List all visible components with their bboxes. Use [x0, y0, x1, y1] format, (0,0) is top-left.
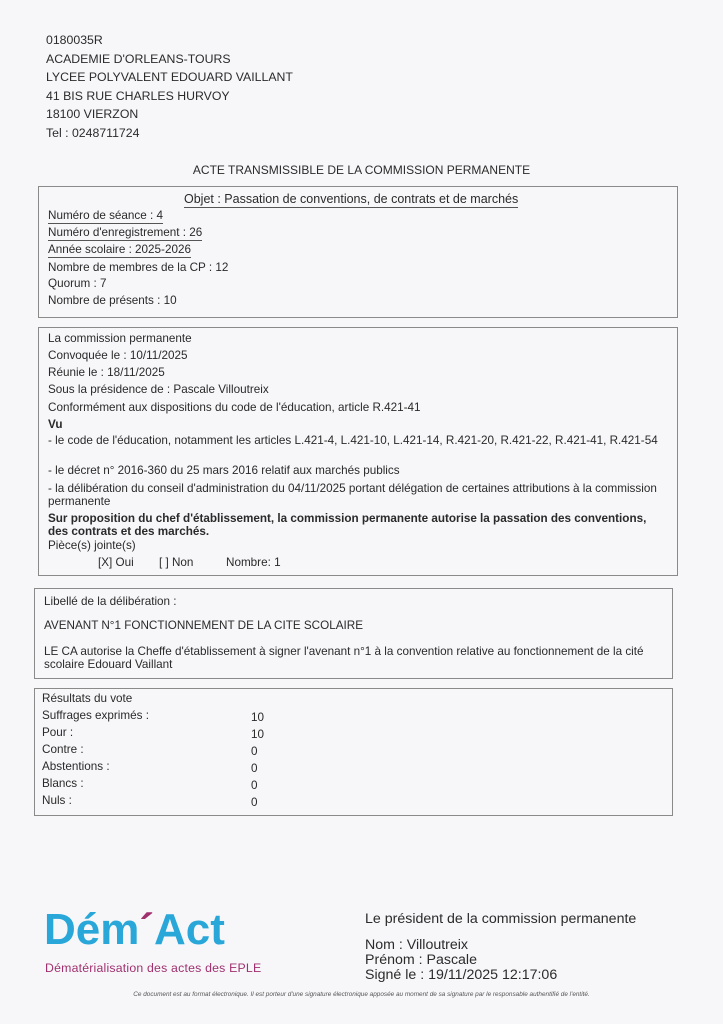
session-info-box — [38, 186, 678, 318]
header-city: 18100 VIERZON — [46, 107, 139, 121]
logo-subtitle: Dématérialisation des actes des EPLE — [45, 961, 262, 975]
proposition-text: Sur proposition du chef d'établissement, la commission permanente autorise la passation des conventions, des contrats et des marchés. — [48, 512, 647, 538]
document-title: ACTE TRANSMISSIBLE DE LA COMMISSION PERMANENTE — [192, 163, 531, 177]
quorum: Quorum : 7 — [48, 277, 107, 290]
header-phone: Tel : 0248711724 — [46, 125, 140, 140]
vu-item-deliberation-ca: - la délibération du conseil d'administration du 04/11/2025 portant délégation de certaines attributions à la commission permanente — [48, 482, 657, 508]
pieces-jointes-non: [ ] Non — [159, 556, 194, 569]
annee-scolaire: Année scolaire : 2025-2026 — [48, 243, 191, 256]
nombre-presents: Nombre de présents : 10 — [48, 294, 177, 307]
vote-value-abstentions: 0 — [251, 762, 258, 775]
vote-results-title: Résultats du vote — [42, 692, 133, 705]
commission-intro: La commission permanente — [48, 332, 192, 345]
vote-label-pour: Pour : — [42, 726, 74, 739]
header-lycee: LYCEE POLYVALENT EDOUARD VAILLANT — [46, 70, 293, 84]
vote-value-blancs: 0 — [251, 779, 258, 792]
vote-label-blancs: Blancs : — [42, 777, 84, 790]
header-academie: ACADEMIE D'ORLEANS-TOURS — [46, 51, 231, 66]
numero-seance: Numéro de séance : 4 — [48, 209, 163, 222]
vote-value-pour: 10 — [251, 728, 265, 741]
logo-text-act: Act — [154, 905, 225, 954]
reunie-date: Réunie le : 18/11/2025 — [48, 366, 165, 379]
deliberation-title: AVENANT N°1 FONCTIONNEMENT DE LA CITE SCOLAIRE — [44, 619, 363, 632]
conformement: Conformément aux dispositions du code de l'éducation, article R.421-41 — [48, 401, 421, 414]
deliberation-text: LE CA autorise la Cheffe d'établissement à signer l'avenant n°1 à la convention relative au fonctionnement de la cité scolaire Edouard Vaillant — [44, 645, 644, 671]
vote-label-suffrages: Suffrages exprimés : — [42, 709, 149, 722]
objet-heading: Objet : Passation de conventions, de contrats et de marchés — [184, 192, 519, 206]
vote-label-abstentions: Abstentions : — [42, 760, 110, 773]
logo-text-dem: Dém — [44, 905, 140, 954]
establishment-header — [46, 31, 293, 142]
vote-value-suffrages: 10 — [251, 711, 265, 724]
membres-cp: Nombre de membres de la CP : 12 — [48, 261, 229, 274]
presidence: Sous la présidence de : Pascale Villoutreix — [48, 383, 269, 396]
commission-box — [38, 327, 678, 576]
deliberation-label: Libellé de la délibération : — [44, 595, 177, 608]
pieces-jointes-label: Pièce(s) jointe(s) — [48, 539, 136, 552]
signature-nom: Nom : Villoutreix — [365, 937, 469, 953]
vu-item-decret: - le décret n° 2016-360 du 25 mars 2016 relatif aux marchés publics — [48, 464, 400, 477]
vu-item-code-education: - le code de l'éducation, notamment les articles L.421-4, L.421-10, L.421-14, R.421-20, R.421-22, R.421-41, R.421-54 — [48, 434, 658, 447]
signature-prenom: Prénom : Pascale — [365, 952, 477, 968]
header-code: 0180035R — [46, 33, 103, 47]
logo-accent-mark: ´ — [139, 905, 155, 954]
vote-value-contre: 0 — [251, 745, 258, 758]
vote-results-box — [34, 688, 673, 816]
convoquee-date: Convoquée le : 10/11/2025 — [48, 349, 188, 362]
deliberation-box — [34, 588, 673, 679]
vote-value-nuls: 0 — [251, 796, 258, 809]
demact-logo — [44, 907, 225, 953]
vote-label-nuls: Nuls : — [42, 794, 72, 807]
numero-enregistrement: Numéro d'enregistrement : 26 — [48, 226, 203, 239]
electronic-signature-note: Ce document est au format électronique. Il est porteur d'une signature électronique apposée au moment de sa signature par le responsable authentifié de l'entité. — [133, 991, 590, 998]
pieces-jointes-nombre: Nombre: 1 — [226, 556, 281, 569]
pieces-jointes-oui: [X] Oui — [98, 556, 134, 569]
signature-title: Le président de la commission permanente — [365, 911, 637, 927]
signature-date: Signé le : 19/11/2025 12:17:06 — [365, 967, 558, 983]
header-address: 41 BIS RUE CHARLES HURVOY — [46, 88, 230, 103]
vu-heading: Vu — [48, 418, 63, 431]
vote-label-contre: Contre : — [42, 743, 84, 756]
